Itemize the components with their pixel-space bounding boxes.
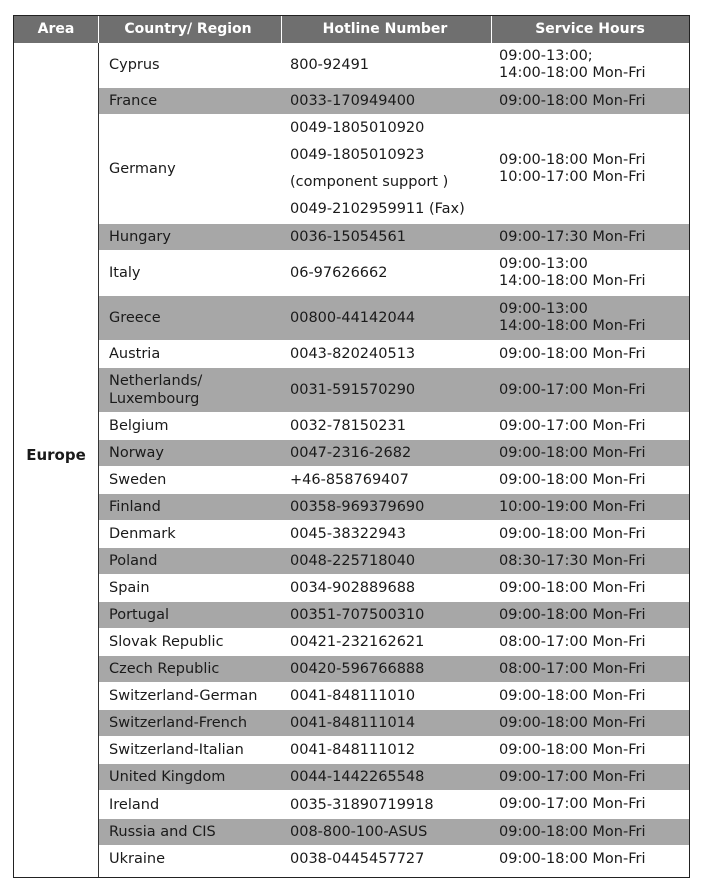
hotline-cell (290, 656, 490, 682)
hours-cell-line: 09:00-17:00 Mon-Fri (499, 796, 646, 812)
hours-cell-line: 14:00-18:00 Mon-Fri (499, 318, 646, 334)
hours-cell (499, 521, 679, 547)
country-cell-line: Switzerland-French (109, 715, 248, 731)
country-cell (109, 43, 281, 87)
table-row (99, 88, 689, 115)
table-row (99, 791, 689, 819)
table-row (99, 764, 689, 791)
hours-cell-line: 09:00-18:00 Mon-Fri (499, 579, 646, 596)
country-cell (109, 656, 281, 682)
table-row (99, 341, 689, 368)
table-header (14, 16, 689, 43)
hours-cell (499, 819, 679, 845)
country-cell (109, 494, 281, 520)
table-row (99, 467, 689, 494)
hotline-cell (290, 494, 490, 520)
hotline-cell-line: 0043-820240513 (290, 346, 416, 362)
hotline-cell (290, 819, 490, 845)
table-row (99, 494, 689, 521)
country-cell-line: Switzerland-German (109, 688, 258, 704)
country-cell (109, 341, 281, 367)
hours-cell (499, 629, 679, 655)
hours-cell-line: 09:00-17:00 Mon-Fri (499, 417, 646, 434)
hotline-cell-line: 06-97626662 (290, 265, 388, 281)
hotline-cell-line: 0045-38322943 (290, 526, 406, 542)
hours-cell-line: 09:00-13:00; (499, 48, 593, 64)
country-cell-line: Belgium (109, 418, 169, 434)
country-cell-line: Czech Republic (109, 661, 220, 677)
hours-cell (499, 764, 679, 790)
hours-cell (499, 683, 679, 709)
hours-cell (499, 341, 679, 367)
country-cell-line: France (109, 93, 158, 109)
country-cell (109, 683, 281, 709)
hotline-cell-line: 00800-44142044 (290, 310, 416, 326)
country-cell (109, 296, 281, 340)
table-row (99, 846, 689, 873)
area-label: Europe (26, 446, 86, 464)
hotline-cell (290, 413, 490, 439)
table-row (99, 296, 689, 341)
hours-cell-line: 14:00-18:00 Mon-Fri (499, 65, 646, 81)
area-column (14, 43, 99, 877)
table-body (99, 43, 689, 873)
hours-cell-line: 14:00-18:00 Mon-Fri (499, 273, 646, 289)
hours-cell (499, 296, 679, 340)
table-row (99, 575, 689, 602)
hotline-cell (290, 710, 490, 736)
hotline-cell-line: 008-800-100-ASUS (290, 824, 428, 840)
country-cell (109, 791, 281, 818)
hours-cell (499, 251, 679, 295)
hours-cell-line: 09:00-18:00 Mon-Fri (499, 444, 646, 461)
country-cell (109, 368, 281, 412)
hotline-cell (290, 764, 490, 790)
hotline-cell-line: 0033-170949400 (290, 93, 416, 109)
hours-cell (499, 548, 679, 574)
hotline-cell (290, 115, 490, 223)
hotline-cell (290, 88, 490, 114)
table-row (99, 819, 689, 846)
hotline-cell (290, 846, 490, 872)
country-cell-line: Portugal (109, 607, 170, 623)
hotline-cell-line: 0034-902889688 (290, 580, 416, 596)
header-area: Area (37, 21, 75, 37)
hotline-cell-line: 00351-707500310 (290, 607, 425, 623)
support-hotline-table (13, 15, 690, 878)
country-cell-line: Finland (109, 499, 161, 515)
hours-cell-line: 09:00-17:30 Mon-Fri (499, 228, 646, 245)
country-cell-line: Ukraine (109, 851, 165, 867)
country-cell (109, 764, 281, 790)
hours-cell (499, 791, 679, 818)
hotline-cell (290, 296, 490, 340)
country-cell-line: Cyprus (109, 57, 160, 73)
hotline-cell-line: (component support ) (290, 174, 449, 190)
hours-cell (499, 710, 679, 736)
hotline-cell (290, 629, 490, 655)
country-cell-line: Poland (109, 553, 158, 569)
hotline-cell-line: 0036-15054561 (290, 229, 406, 245)
hours-cell (499, 467, 679, 493)
hotline-cell-line: 0038-0445457727 (290, 851, 425, 867)
country-cell-line: Norway (109, 445, 165, 461)
table-row (99, 251, 689, 296)
hours-cell-line: 09:00-18:00 Mon-Fri (499, 850, 646, 867)
hotline-cell-line: 0031-591570290 (290, 382, 416, 398)
country-cell (109, 602, 281, 628)
country-cell-line: Hungary (109, 229, 171, 245)
hotline-cell (290, 521, 490, 547)
hotline-cell-line: 0049-2102959911 (Fax) (290, 201, 465, 217)
hotline-cell (290, 575, 490, 601)
country-cell-line: Russia and CIS (109, 824, 216, 840)
country-cell (109, 819, 281, 845)
country-cell-line: Sweden (109, 472, 167, 488)
country-cell-line: Switzerland-Italian (109, 742, 244, 758)
table-row (99, 548, 689, 575)
hours-cell (499, 440, 679, 466)
country-cell (109, 710, 281, 736)
country-cell (109, 629, 281, 655)
country-cell (109, 413, 281, 439)
hours-cell-line: 08:30-17:30 Mon-Fri (499, 552, 646, 569)
hotline-cell (290, 251, 490, 295)
hotline-cell (290, 467, 490, 493)
country-cell-line: Greece (109, 310, 161, 326)
hotline-cell (290, 548, 490, 574)
hours-cell (499, 737, 679, 763)
hours-cell-line: 09:00-13:00 (499, 256, 588, 272)
hotline-cell-line: 0035-31890719918 (290, 796, 434, 813)
table-row (99, 656, 689, 683)
table-row (99, 440, 689, 467)
hours-cell-line: 08:00-17:00 Mon-Fri (499, 633, 646, 650)
hours-cell (499, 656, 679, 682)
table-row (99, 602, 689, 629)
hotline-cell (290, 43, 490, 87)
hours-cell-line: 09:00-18:00 Mon-Fri (499, 606, 646, 623)
table-row (99, 115, 689, 224)
hours-cell (499, 575, 679, 601)
table-row (99, 629, 689, 656)
table-row (99, 710, 689, 737)
hours-cell (499, 494, 679, 520)
country-cell (109, 548, 281, 574)
hotline-cell (290, 368, 490, 412)
hours-cell-line: 09:00-17:00 Mon-Fri (499, 381, 646, 398)
hours-cell-line: 09:00-18:00 Mon-Fri (499, 714, 646, 731)
country-cell (109, 88, 281, 114)
hours-cell-line: 09:00-18:00 Mon-Fri (499, 525, 646, 542)
hotline-cell-line: 0048-225718040 (290, 553, 416, 569)
hours-cell (499, 846, 679, 872)
hours-cell-line: 09:00-18:00 Mon-Fri (499, 92, 646, 109)
header-country: Country/ Region (124, 21, 252, 37)
country-cell-line: Italy (109, 265, 141, 281)
hours-cell-line: 08:00-17:00 Mon-Fri (499, 660, 646, 677)
country-cell-line: Austria (109, 346, 161, 362)
table-row (99, 43, 689, 88)
country-cell-line: United Kingdom (109, 769, 226, 785)
hours-cell-line: 09:00-18:00 Mon-Fri (499, 741, 646, 758)
hotline-cell-line: 0049-1805010923 (290, 147, 425, 163)
hours-cell-line: 09:00-18:00 Mon-Fri (499, 345, 646, 362)
hotline-cell-line: 00358-969379690 (290, 499, 425, 515)
hours-cell (499, 115, 679, 223)
hours-cell-line: 10:00-19:00 Mon-Fri (499, 498, 646, 515)
country-cell-line: Spain (109, 580, 150, 596)
country-cell (109, 251, 281, 295)
country-cell (109, 575, 281, 601)
table-row (99, 224, 689, 251)
hotline-cell-line: +46-858769407 (290, 472, 409, 488)
hours-cell (499, 43, 679, 87)
header-hotline: Hotline Number (322, 21, 448, 37)
table-row (99, 683, 689, 710)
table-row (99, 413, 689, 440)
country-cell (109, 737, 281, 763)
hotline-cell-line: 0041-848111012 (290, 742, 416, 758)
hours-cell-line: 09:00-18:00 Mon-Fri (499, 152, 646, 168)
country-cell-line: Denmark (109, 526, 176, 542)
country-cell (109, 467, 281, 493)
hotline-cell-line: 0041-848111014 (290, 715, 416, 731)
hotline-cell (290, 737, 490, 763)
hotline-cell-line: 0041-848111010 (290, 688, 416, 704)
country-cell (109, 846, 281, 872)
hours-cell-line: 09:00-18:00 Mon-Fri (499, 687, 646, 704)
hours-cell (499, 602, 679, 628)
hours-cell-line: 09:00-13:00 (499, 301, 588, 317)
table-row (99, 521, 689, 548)
hotline-cell (290, 440, 490, 466)
country-cell-line: Slovak Republic (109, 634, 224, 650)
hours-cell-line: 09:00-18:00 Mon-Fri (499, 471, 646, 488)
hours-cell-line: 09:00-17:00 Mon-Fri (499, 768, 646, 785)
hours-cell-line: 10:00-17:00 Mon-Fri (499, 169, 646, 185)
hours-cell (499, 88, 679, 114)
hotline-cell-line: 0047-2316-2682 (290, 445, 412, 461)
hotline-cell (290, 224, 490, 250)
hotline-cell-line: 00420-596766888 (290, 661, 425, 677)
hotline-cell (290, 683, 490, 709)
table-row (99, 737, 689, 764)
country-cell (109, 521, 281, 547)
header-hours: Service Hours (535, 21, 645, 37)
hotline-cell (290, 791, 490, 818)
country-cell-line: Germany (109, 161, 176, 177)
hours-cell (499, 413, 679, 439)
country-cell (109, 115, 281, 223)
country-cell (109, 440, 281, 466)
hotline-cell-line: 00421-232162621 (290, 634, 425, 650)
hotline-cell (290, 341, 490, 367)
country-cell (109, 224, 281, 250)
hours-cell (499, 368, 679, 412)
country-cell-line: Netherlands/ (109, 373, 203, 389)
hours-cell (499, 224, 679, 250)
hours-cell-line: 09:00-18:00 Mon-Fri (499, 823, 646, 840)
country-cell-line: Ireland (109, 796, 160, 813)
hotline-cell-line: 800-92491 (290, 57, 370, 73)
hotline-cell-line: 0044-1442265548 (290, 769, 425, 785)
hotline-cell-line: 0032-78150231 (290, 418, 406, 434)
hotline-cell-line: 0049-1805010920 (290, 120, 425, 136)
table-row (99, 368, 689, 413)
hotline-cell (290, 602, 490, 628)
country-cell-line: Luxembourg (109, 391, 200, 407)
